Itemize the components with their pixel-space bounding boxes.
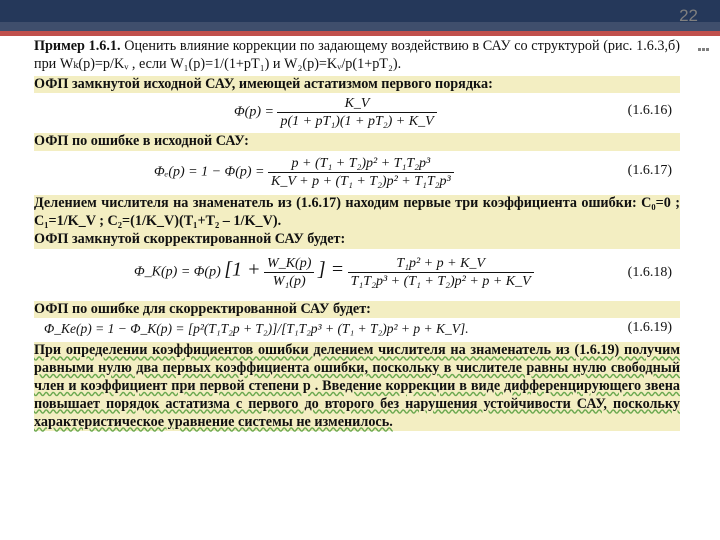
conclusion-paragraph: При определении коэффициентов ошибки делением числителя на знаменатель из (1.6.19) получим равными нулю два первых коэффициента ошибки, поскольку в числителе равны нулю свободный член и коэффициент при первой степени p . Введение коррекции в виде дифференцирующего звена повышает порядок астатизма с первого до второго без нарушения устойчивости САУ, поскольку характеристическое уравнение системы не изменилось. — [34, 342, 680, 430]
f1-lhs: Φ(p) = — [234, 105, 274, 121]
header-accent-line — [0, 31, 720, 36]
f3-lhs: Φ_K(p) = Φ(p) — [134, 264, 221, 280]
f2-eqno: (1.6.17) — [627, 163, 672, 179]
formula-1-6-19 — [34, 318, 680, 342]
f3-inner-numerator: W_K(p) — [264, 255, 314, 273]
ofp-corrected-error-heading: ОФП по ошибке для скорректированной САУ будет: — [34, 301, 680, 319]
f3-inner-denominator: W₁(p) — [272, 273, 306, 289]
example-intro — [34, 38, 680, 74]
f3-denominator: T₁T₂p³ + (T₁ + T₂)p² + p + K_V — [350, 273, 531, 289]
f1-numerator: K_V — [277, 95, 436, 113]
ofp-error-heading: ОФП по ошибке в исходной САУ: — [34, 133, 680, 151]
example-label: Пример 1.6.1. — [34, 38, 121, 54]
f3-eqno: (1.6.18) — [627, 264, 672, 280]
slide-number: 22 — [679, 6, 698, 25]
f3-numerator: T₁p² + p + K_V — [348, 255, 534, 273]
f4-eqno: (1.6.19) — [627, 320, 672, 336]
f1-denominator: p(1 + pT₁)(1 + pT₂) + K_V — [280, 114, 434, 130]
header-band — [0, 0, 720, 22]
f2-denominator: K_V + p + (T₁ + T₂)p² + T₁T₂p³ — [270, 174, 451, 190]
f4-expression: Φ_Ke(p) = 1 − Φ_K(p) = [p²(T₁T₂p + T₂)]/[T₁T₂p³ + (T₁ + T₂)p² + p + K_V]. — [44, 321, 469, 337]
formula-1-6-16 — [34, 93, 680, 133]
example-text: Оценить влияние коррекции по задающему воздействию в САУ со структурой (рис. 1.6.3,б) при Wₖ(p)=p/Kᵥ , если W₁(p)=1/(1+pT₁) и W₂(p)=Kᵥ/p(1+pT₂). — [34, 38, 680, 72]
formula-1-6-18: Φ_K(p) = Φ(p) [1 + $\frac{W\_K(p)}{\text{W₁(p)}}$ ] = $\frac{\text{T₁p² + p + K\_V}}{\text{T₁T₂p³ + (T₁ + T₂)p² + p + K\_V}}$ (1.6.18) — [134, 255, 672, 289]
header-band-secondary — [0, 22, 720, 31]
ofp-corrected-heading: ОФП замкнутой скорректированной САУ будет: — [34, 231, 680, 249]
division-paragraph: Делением числителя на знаменатель из (1.6.17) находим первые три коэффициента ошибки: C₀=0 ; C₁=1/K_V ; C₂=(1/K_V)(T₁+T₂ – 1/K_V). — [34, 195, 680, 229]
f2-lhs: Φₑ(p) = 1 − Φ(p) = — [154, 164, 265, 180]
f2-numerator: p + (T₁ + T₂)p² + T₁T₂p³ — [268, 155, 454, 173]
ofp-closed-heading: ОФП замкнутой исходной САУ, имеющей астатизмом первого порядка: — [34, 76, 680, 94]
slide-content — [34, 38, 680, 431]
f1-eqno: (1.6.16) — [627, 103, 672, 119]
formula-1-6-17 — [34, 151, 680, 195]
ornament-icon — [698, 38, 712, 45]
